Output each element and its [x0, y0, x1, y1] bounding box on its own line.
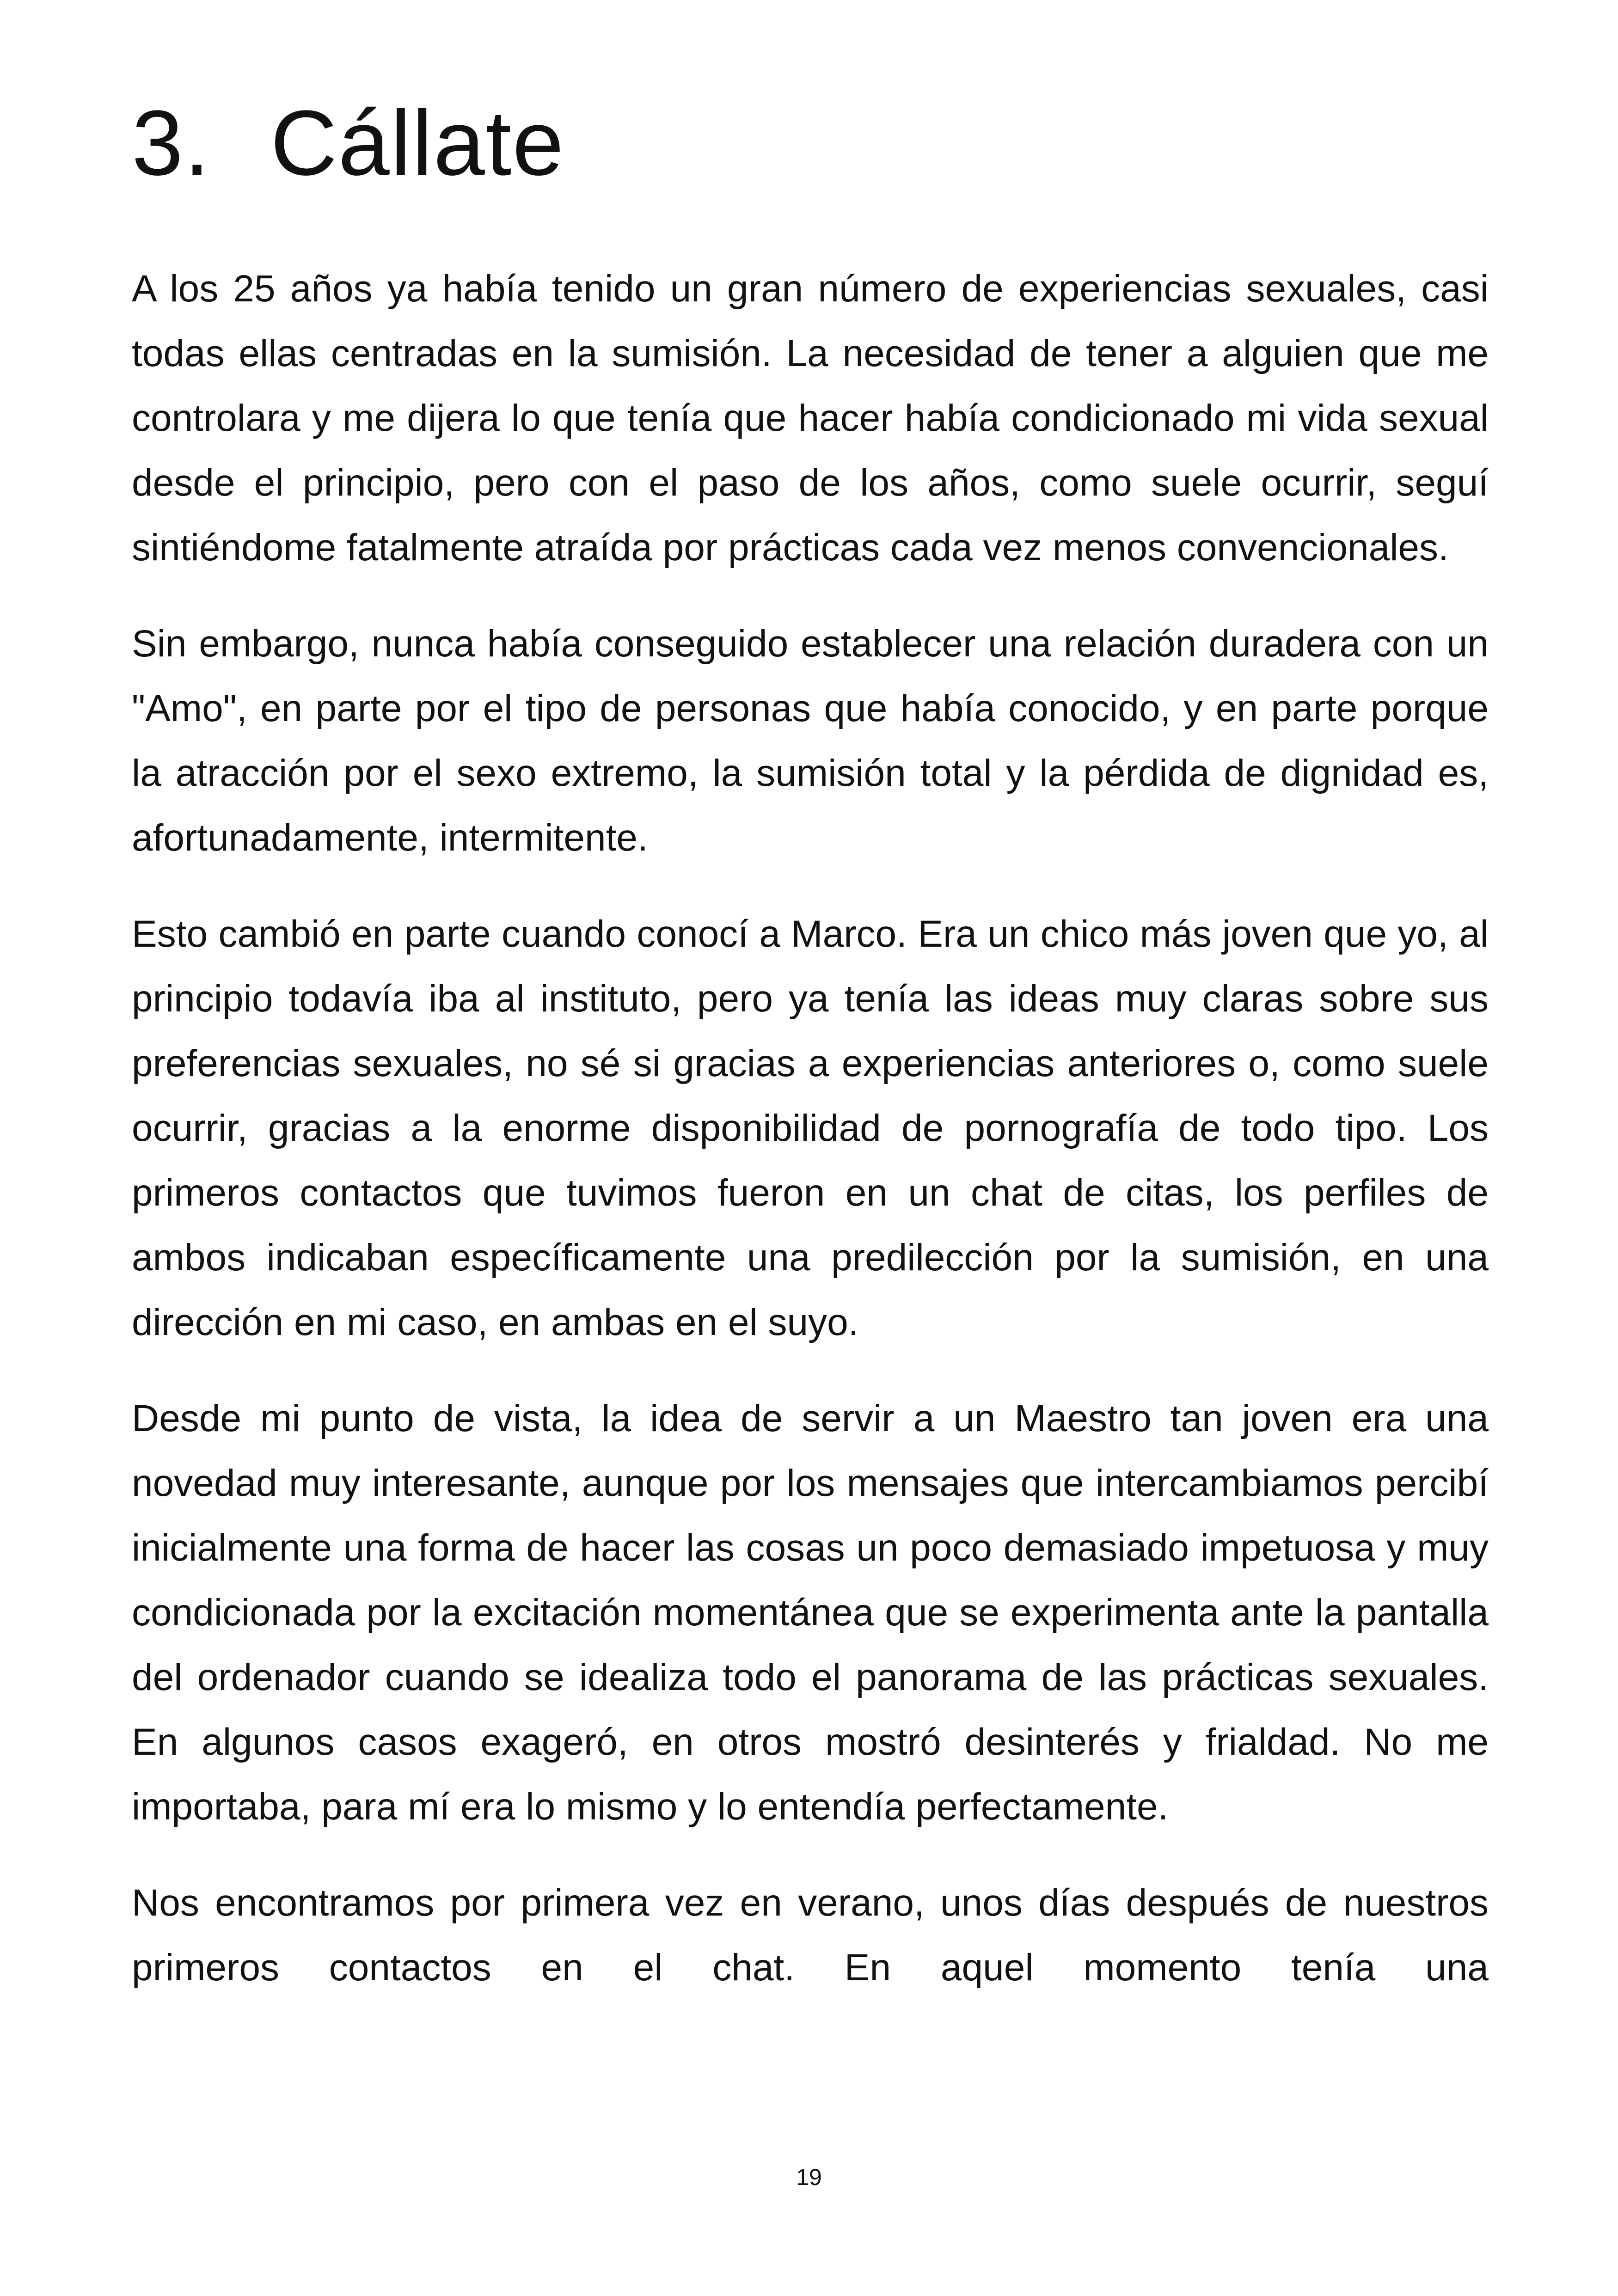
paragraph: Nos encontramos por primera vez en verano, unos días después de nuestros primeros contactos en el chat. En aquel momento tenía una	[132, 1882, 1489, 1989]
chapter-title	[132, 86, 565, 201]
chapter-title-text: Cállate	[270, 92, 565, 195]
paragraph: Sin embargo, nunca había conseguido establecer una relación duradera con un "Amo", en parte por el tipo de personas que había conocido, y en parte porque la atracción por el sexo extremo, la sumisión total y la pérdida de dignidad es, afortunadamente, intermitente.	[132, 623, 1489, 859]
page-number: 19	[796, 2164, 822, 2190]
chapter-body	[132, 257, 1489, 2032]
paragraph: Desde mi punto de vista, la idea de servir a un Maestro tan joven era una novedad muy interesante, aunque por los mensajes que intercambiamos percibí inicialmente una forma de hacer las cosas un poco demasiado impetuosa y muy condicionada por la excitación momentánea que se experimenta ante la pantalla del ordenador cuando se idealiza todo el panorama de las prácticas sexuales. En algunos casos exageró, en otros mostró desinterés y frialdad. No me importaba, para mí era lo mismo y lo entendía perfectamente.	[132, 1397, 1489, 1828]
paragraph: Esto cambió en parte cuando conocí a Marco. Era un chico más joven que yo, al principio todavía iba al instituto, pero ya tenía las ideas muy claras sobre sus preferencias sexuales, no sé si gracias a experiencias anteriores o, como suele ocurrir, gracias a la enorme disponibilidad de pornografía de todo tipo. Los primeros contactos que tuvimos fueron en un chat de citas, los perfiles de ambos indicaban específicamente una predilección por la sumisión, en una dirección en mi caso, en ambas en el suyo.	[132, 913, 1489, 1343]
chapter-number: 3.	[132, 92, 211, 195]
paragraph: A los 25 años ya había tenido un gran número de experiencias sexuales, casi todas ellas centradas en la sumisión. La necesidad de tener a alguien que me controlara y me dijera lo que tenía que hacer había condicionado mi vida sexual desde el principio, pero con el paso de los años, como suele ocurrir, seguí sintiéndome fatalmente atraída por prácticas cada vez menos convencionales.	[132, 268, 1489, 569]
